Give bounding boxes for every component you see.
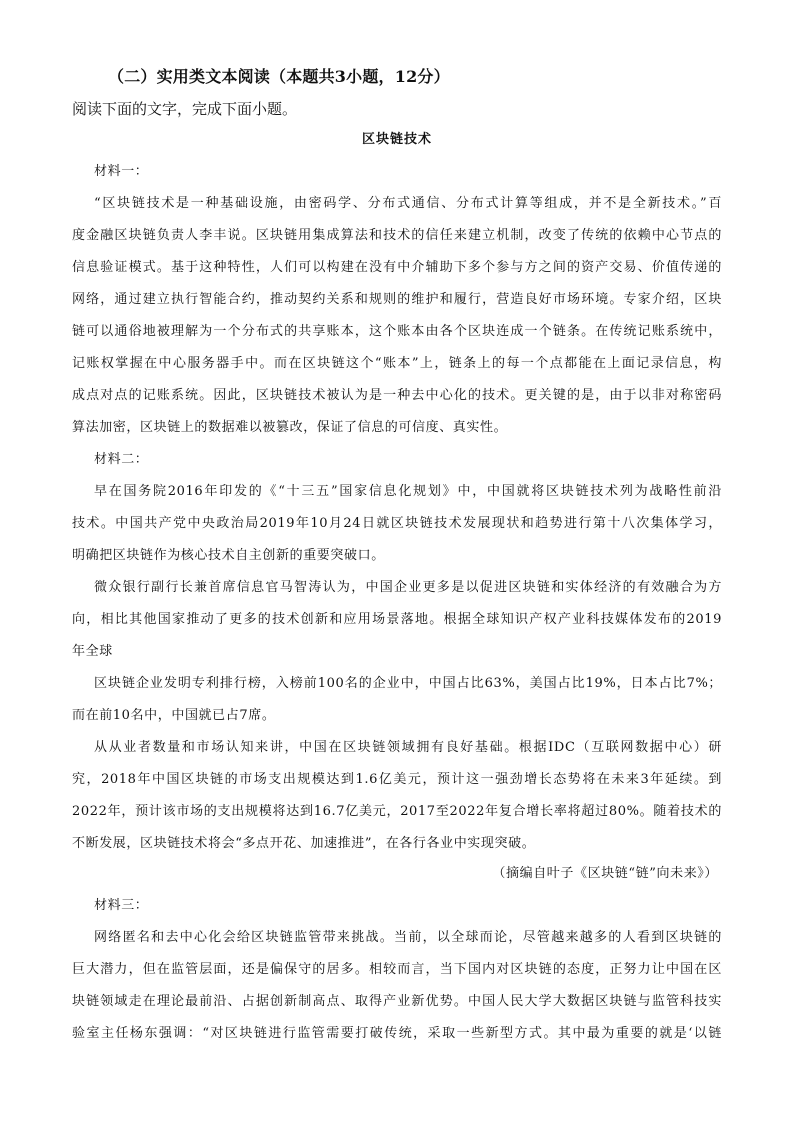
material-1-line: “区块链技术是一种基础设施，由密码学、分布式通信、分布式计算等组成，并不是全新技术。”百 <box>94 196 722 211</box>
section-heading: （二）实用类文本阅读（本题共3小题，12分） <box>108 67 450 86</box>
material-2-line: 年全球 <box>72 644 113 659</box>
material-2-line: 究，2018年中国区块链的市场支出规模达到1.6亿美元，预计这一强劲增长态势将在未来3年延续。到 <box>72 772 722 787</box>
material-1-line: 信息验证模式。基于这种特性，人们可以构建在没有中介辅助下多个参与方之间的资产交易、价值传递的 <box>72 260 722 275</box>
material-3-line: 块链领域走在理论最前沿、占据创新制高点、取得产业新优势。中国人民大学大数据区块链与监管科技实 <box>72 994 722 1009</box>
material-3-label: 材料三： <box>94 898 149 913</box>
material-2-source: （摘编自叶子《区块链“链”向未来》） <box>492 866 718 881</box>
material-2-line: 早在国务院2016年印发的《“十三五”国家信息化规划》中，中国就将区块链技术列为战略性前沿 <box>94 484 722 499</box>
material-2-line: 区块链企业发明专利排行榜，入榜前100名的企业中，中国占比63%，美国占比19%，日本占比7%； <box>94 676 722 691</box>
material-2-line: 而在前10名中，中国就已占7席。 <box>72 708 276 723</box>
material-1-line: 度金融区块链负责人李丰说。区块链用集成算法和技术的信任来建立机制，改变了传统的依赖中心节点的 <box>72 228 722 243</box>
material-2-line: 向，相比其他国家推动了更多的技术创新和应用场景落地。根据全球知识产权产业科技媒体发布的2019 <box>72 612 722 627</box>
material-2-line: 不断发展，区块链技术将会“多点开花、加速推进”，在各行各业中实现突破。 <box>72 836 536 851</box>
material-1-label: 材料一： <box>94 164 149 179</box>
material-2-line: 微众银行副行长兼首席信息官马智涛认为，中国企业更多是以促进区块链和实体经济的有效融合为方 <box>94 580 722 595</box>
material-1-line: 网络，通过建立执行智能合约，推动契约关系和规则的维护和履行，营造良好市场环境。专家介绍，区块 <box>72 292 722 307</box>
article-title: 区块链技术 <box>361 132 432 147</box>
material-1-line: 算法加密，区块链上的数据难以被篡改，保证了信息的可信度、真实性。 <box>72 420 508 435</box>
instruction: 阅读下面的文字，完成下面小题。 <box>72 100 298 118</box>
material-3-line: 验室主任杨东强调：“对区块链进行监管需要打破传统，采取一些新型方式。其中最为重要的就是‘以链 <box>72 1026 722 1041</box>
material-2-line: 明确把区块链作为核心技术自主创新的重要突破口。 <box>72 548 385 563</box>
material-2-line: 从从业者数量和市场认知来讲，中国在区块链领域拥有良好基础。根据IDC（互联网数据中心）研 <box>94 740 722 755</box>
material-2-line: 技术。中国共产党中央政治局2019年10月24日就区块链技术发展现状和趋势进行第十八次集体学习， <box>72 516 722 531</box>
material-1-line: 链可以通俗地被理解为一个分布式的共享账本，这个账本由各个区块连成一个链条。在传统记账系统中， <box>72 324 722 339</box>
material-2-label: 材料二： <box>94 452 149 467</box>
material-2-line: 2022年，预计该市场的支出规模将达到16.7亿美元，2017至2022年复合增长率将超过80%。随着技术的 <box>72 804 722 819</box>
material-3-line: 网络匿名和去中心化会给区块链监管带来挑战。当前，以全球而论，尽管越来越多的人看到区块链的 <box>94 930 722 945</box>
material-1-line: 记账权掌握在中心服务器手中。而在区块链这个“账本”上，链条上的每一个点都能在上面记录信息，构 <box>72 356 722 371</box>
material-3-line: 巨大潜力，但在监管层面，还是偏保守的居多。相较而言，当下国内对区块链的态度，正努力让中国在区 <box>72 962 722 977</box>
material-1-line: 成点对点的记账系统。因此，区块链技术被认为是一种去中心化的技术。更关键的是，由于以非对称密码 <box>72 388 722 403</box>
